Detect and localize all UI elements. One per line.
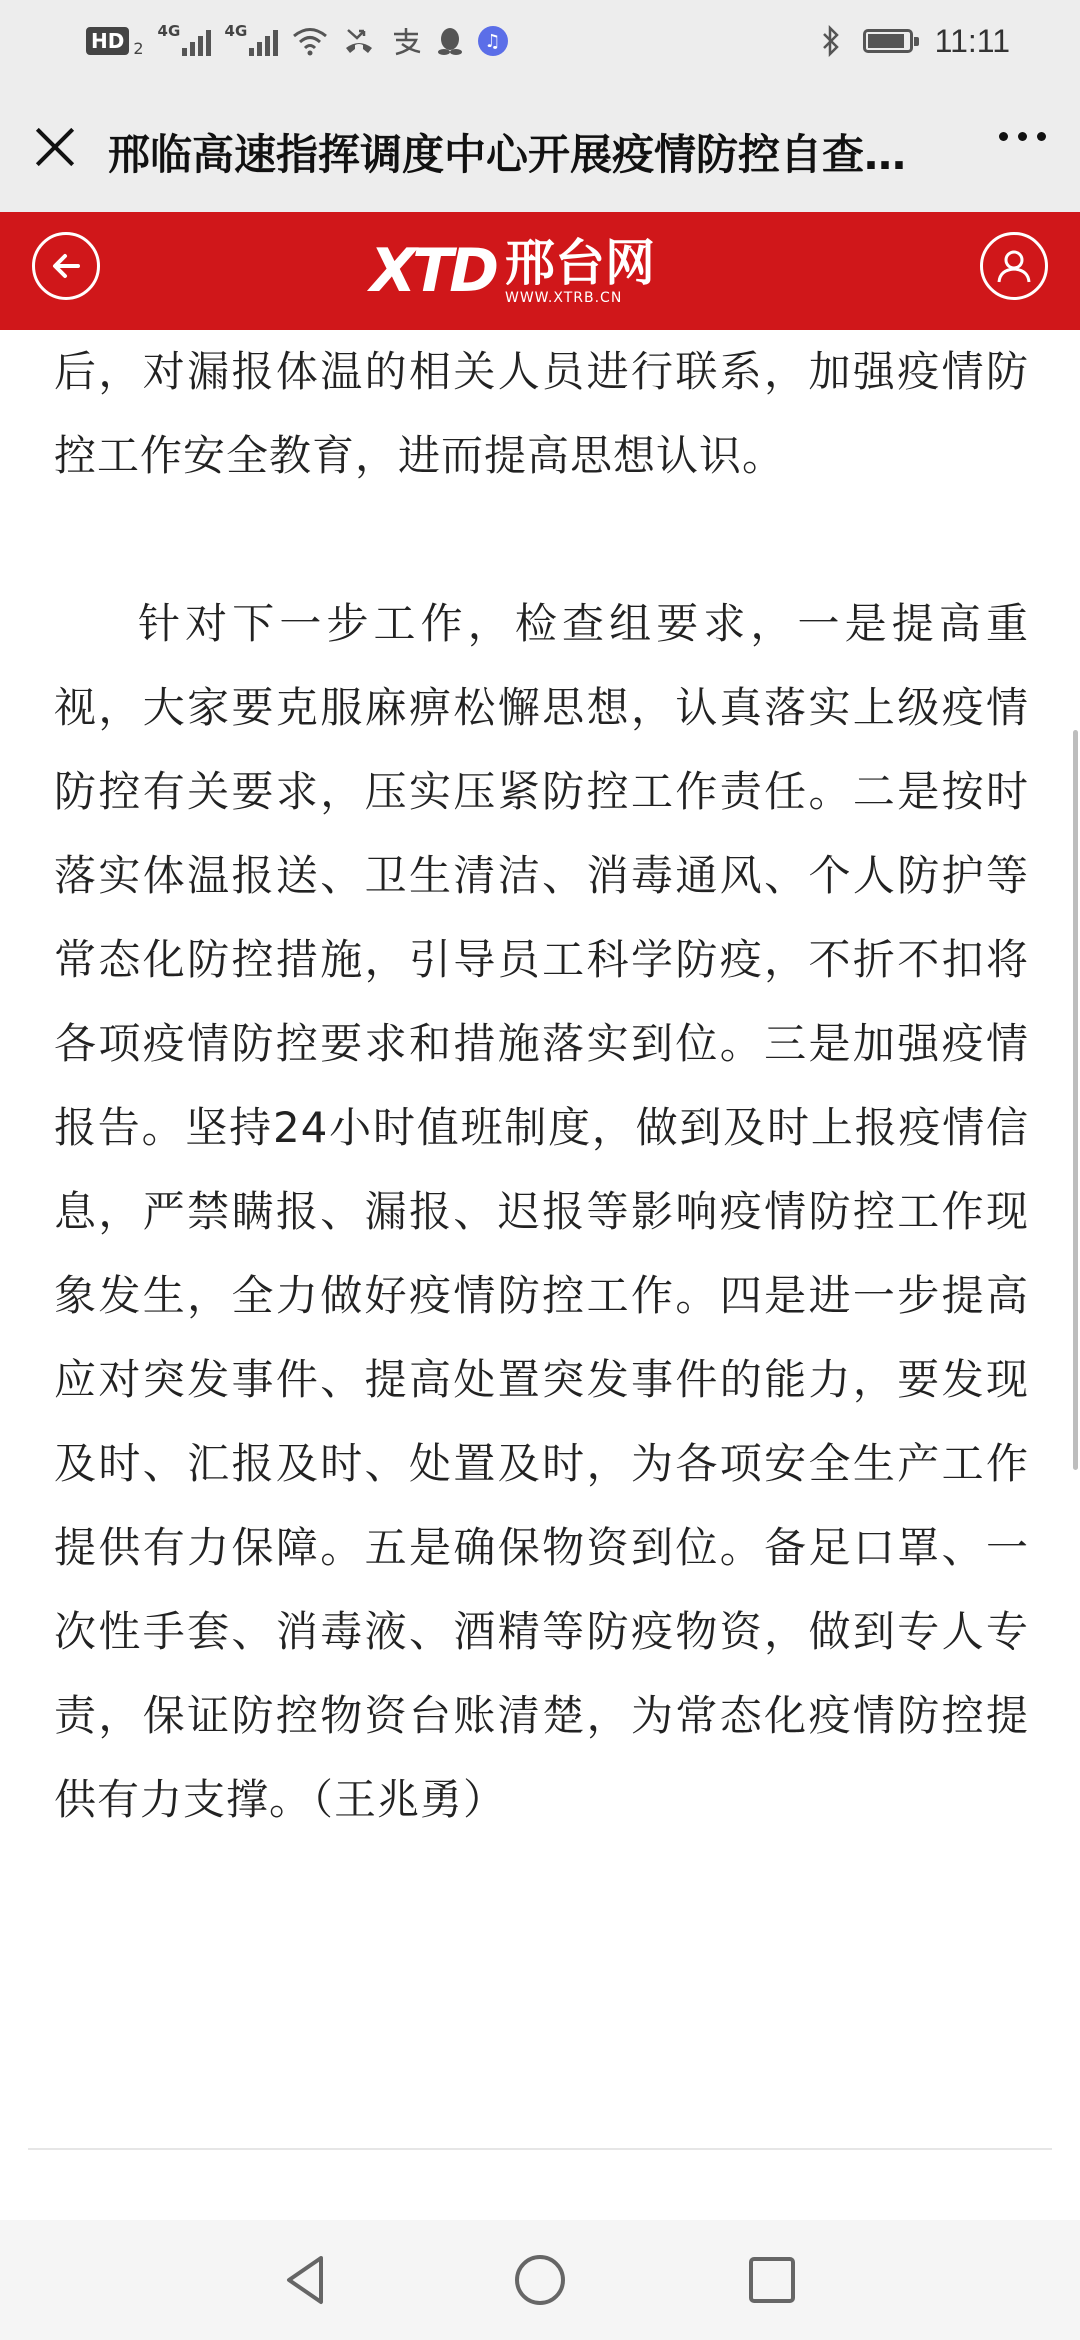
missed-call-icon — [342, 26, 376, 56]
close-icon[interactable] — [28, 120, 82, 174]
signal-icon-2 — [224, 22, 278, 56]
logo-cn: 邢台网 — [505, 234, 655, 292]
title-bar — [0, 82, 1080, 212]
scrollbar[interactable] — [1073, 730, 1078, 1470]
logo-mark: XTD — [370, 236, 495, 306]
square-recent-icon[interactable] — [740, 2248, 804, 2312]
back-button[interactable] — [32, 232, 100, 300]
triangle-back-icon[interactable] — [275, 2248, 339, 2312]
signal-icon-1 — [157, 22, 211, 56]
signal-2-label: 4G — [224, 22, 248, 40]
article-paragraph: 针对下一步工作，检查组要求，一是提高重视，大家要克服麻痹松懈思想，认真落实上级疫情防控有关要求，压实压紧防控工作责任。二是按时落实体温报送、卫生清洁、消毒通风、个人防护等常态化防控措施，引导员工科学防疫，不折不扣将各项疫情防控要求和措施落实到位。三是加强疫情报告。坚持24小时值班制度，做到及时上报疫情信息，严禁瞒报、漏报、迟报等影响疫情防控工作现象发生，全力做好疫情防控工作。四是进一步提高应对突发事件、提高处置突发事件的能力，要发现及时、汇报及时、处置及时，为各项安全生产工作提供有力保障。五是确保物资到位。备足口罩、一次性手套、消毒液、酒精等防疫物资，做到专人专责，保证防控物资台账清楚，为常态化疫情防控提供有力支撑。（王兆勇） — [54, 599, 1029, 1824]
logo-text — [505, 236, 655, 306]
user-button[interactable] — [980, 232, 1048, 300]
navigation-bar — [0, 2220, 1080, 2340]
wifi-icon — [292, 26, 328, 56]
signal-1-label: 4G — [157, 22, 181, 40]
battery-fill — [868, 34, 904, 48]
circle-home-icon[interactable] — [508, 2248, 572, 2312]
page-title: 邢临高速指挥调度中心开展疫情防控自查… — [108, 130, 907, 179]
hd-sub-label: 2 — [133, 38, 144, 58]
logo-url: WWW.XTRB.CN — [505, 290, 623, 306]
divider — [28, 2148, 1052, 2150]
status-bar — [0, 0, 1080, 82]
status-icons-right — [821, 20, 1010, 62]
bluetooth-icon — [821, 25, 841, 57]
site-header — [0, 212, 1080, 330]
user-icon — [994, 246, 1034, 286]
battery-icon — [863, 29, 913, 53]
hd-badge: HD — [86, 27, 129, 55]
back-arrow-icon — [48, 248, 84, 284]
alipay-icon — [390, 26, 422, 56]
article-paragraph: 后，对漏报体温的相关人员进行联系，加强疫情防控工作安全教育，进而提高思想认识。 — [54, 347, 1029, 480]
more-icon[interactable] — [999, 132, 1046, 141]
clock: 11:11 — [934, 22, 1010, 59]
article-body — [54, 330, 1029, 2160]
site-logo[interactable] — [370, 228, 710, 314]
music-icon: ♫ — [478, 26, 508, 56]
status-icons-left — [86, 20, 508, 62]
qq-icon — [436, 26, 464, 56]
